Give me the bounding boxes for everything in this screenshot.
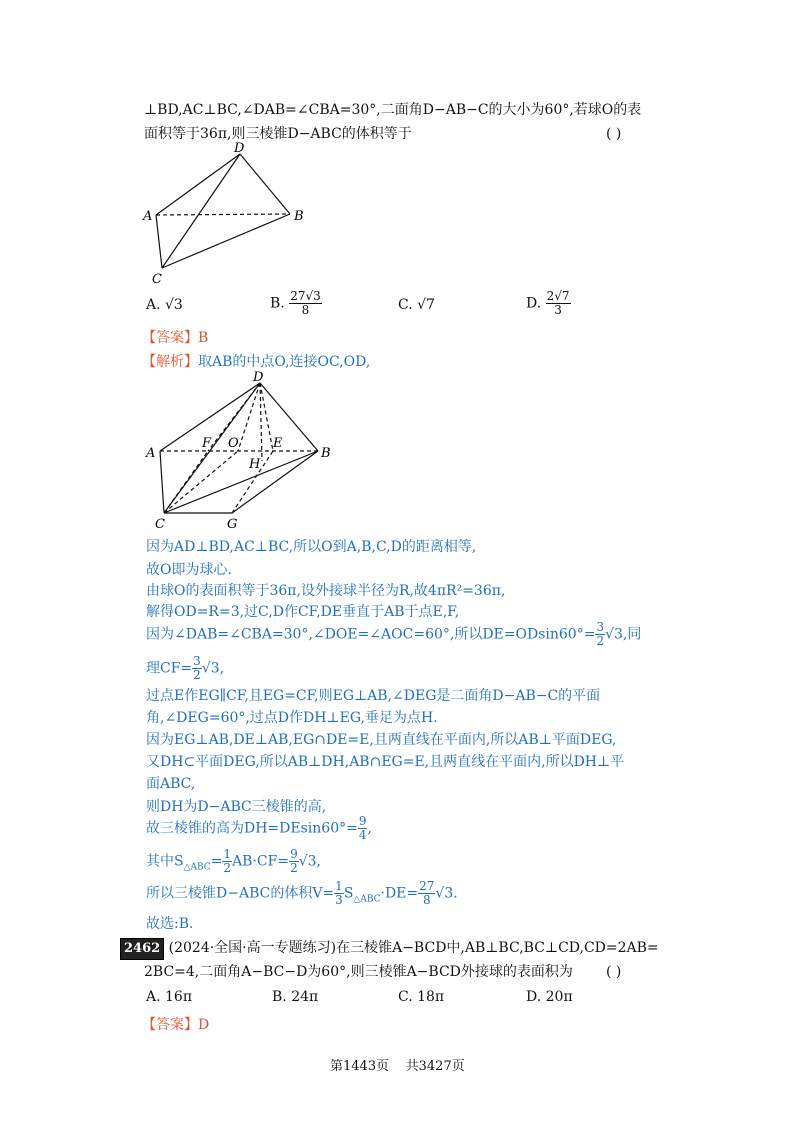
fig1-label-c: C	[152, 272, 162, 287]
solution-line: 又DH⊂平面DEG,所以AB⊥DH,AB∩EG=E,且两直线在平面内,所以DH⊥平	[146, 754, 625, 770]
q1-option-b: B. $\frac{27√3}{8}$	[270, 289, 321, 317]
fig2-label-f: F	[202, 436, 212, 451]
solution-line: 过点E作EG∥CF,且EG=CF,则EG⊥AB,∠DEG是二面角D−AB−C的平面	[146, 688, 601, 704]
q1-stem-line1: ⊥BD,AC⊥BC,∠DAB=∠CBA=30°,二面角D−AB−C的大小为60°,若球O的表	[144, 102, 642, 118]
solution-line-height: 故三棱锥的高为DH=DEsin60°= $\frac{9}{4}$ ,	[146, 814, 372, 842]
q2-option-b: B. 24π	[272, 989, 319, 1005]
fig2-label-d: D	[253, 370, 264, 385]
solution-line: 面ABC,	[146, 776, 196, 792]
solution-line: 因为EG⊥AB,DE⊥AB,EG∩DE=E,且两直线在平面内,所以AB⊥平面DEG,	[146, 732, 617, 748]
q1-option-c: C. √7	[398, 297, 435, 313]
fig2-label-b: B	[321, 446, 331, 461]
q2-stem-line2: 2BC=4,二面角A−BC−D为60°,则三棱锥A−BCD外接球的表面积为	[144, 964, 573, 980]
solution-line: 则DH为D−ABC三棱锥的高,	[146, 799, 327, 815]
solution-line: 故选:B.	[146, 916, 194, 932]
solution-line: 解得OD=R=3,过C,D作CF,DE垂直于AB于点E,F,	[146, 604, 460, 620]
solution-line-area: 其中$S_{\triangle ABC}=$ $\frac{1}{2}$ AB·CF= $\frac{9}{2}$ √3,	[146, 847, 321, 875]
page-footer	[330, 1055, 465, 1074]
q1-option-d: D. $\frac{2√7}{3}$	[526, 289, 570, 317]
question-number-badge: 2462	[120, 938, 164, 960]
q2-option-c: C. 18π	[398, 989, 445, 1005]
fig2-label-h: H	[249, 457, 261, 472]
solution-line-de: 因为∠DAB=∠CBA=30°,∠DOE=∠AOC=60°,所以DE=ODsin60°= $\frac{3}{2}$ √3,同	[146, 620, 642, 648]
q2-answer: 【答案】D	[142, 1017, 210, 1033]
q2-option-a: A. 16π	[146, 989, 193, 1005]
fig2-label-o: O	[228, 436, 239, 451]
solution-line: 由球O的表面积等于36π,设外接球半径为R,故4πR²=36π,	[146, 583, 506, 599]
fig2-label-g: G	[227, 517, 238, 532]
q1-answer-paren: ( )	[606, 126, 622, 142]
solution-line: 故O即为球心.	[146, 562, 232, 578]
solution-line: 角,∠DEG=60°,过点D作DH⊥EG,垂足为点H.	[146, 710, 438, 726]
figure-tetrahedron-1	[140, 140, 320, 290]
page-total: 共3427页	[405, 1059, 465, 1074]
fig1-label-b: B	[294, 209, 304, 224]
q1-analysis-intro: 【解析】取AB的中点O,连接OC,OD,	[142, 354, 371, 370]
q1-option-a: A. √3	[146, 297, 183, 313]
fig1-label-a: A	[143, 209, 153, 224]
q2-option-d: D. 20π	[526, 989, 573, 1005]
solution-line-volume: 所以三棱锥D−ABC的体积V= $\frac{1}{3}$ $S_{\triangle ABC}\cdot DE=$ $\frac{27}{8}$ √3.	[146, 879, 458, 907]
page-number: 第1443页	[330, 1059, 390, 1074]
q2-stem-line1: 2462 (2024·全国·高一专题练习)在三棱锥A−BCD中,AB⊥BC,BC⊥CD,CD=2AB=	[120, 938, 659, 960]
q2-answer-paren: ( )	[606, 964, 622, 980]
figure-tetrahedron-2	[140, 365, 340, 535]
fig1-label-d: D	[234, 141, 245, 156]
solution-line: 因为AD⊥BD,AC⊥BC,所以O到A,B,C,D的距离相等,	[146, 539, 477, 555]
fig2-label-c: C	[155, 517, 165, 532]
fig2-label-a: A	[146, 446, 156, 461]
fig2-label-e: E	[273, 436, 283, 451]
q1-answer: 【答案】B	[142, 330, 209, 346]
solution-line-cf: 理CF= $\frac{3}{2}$ √3,	[146, 654, 225, 682]
q1-stem-line2: 面积等于36π,则三棱锥D−ABC的体积等于	[144, 126, 412, 142]
